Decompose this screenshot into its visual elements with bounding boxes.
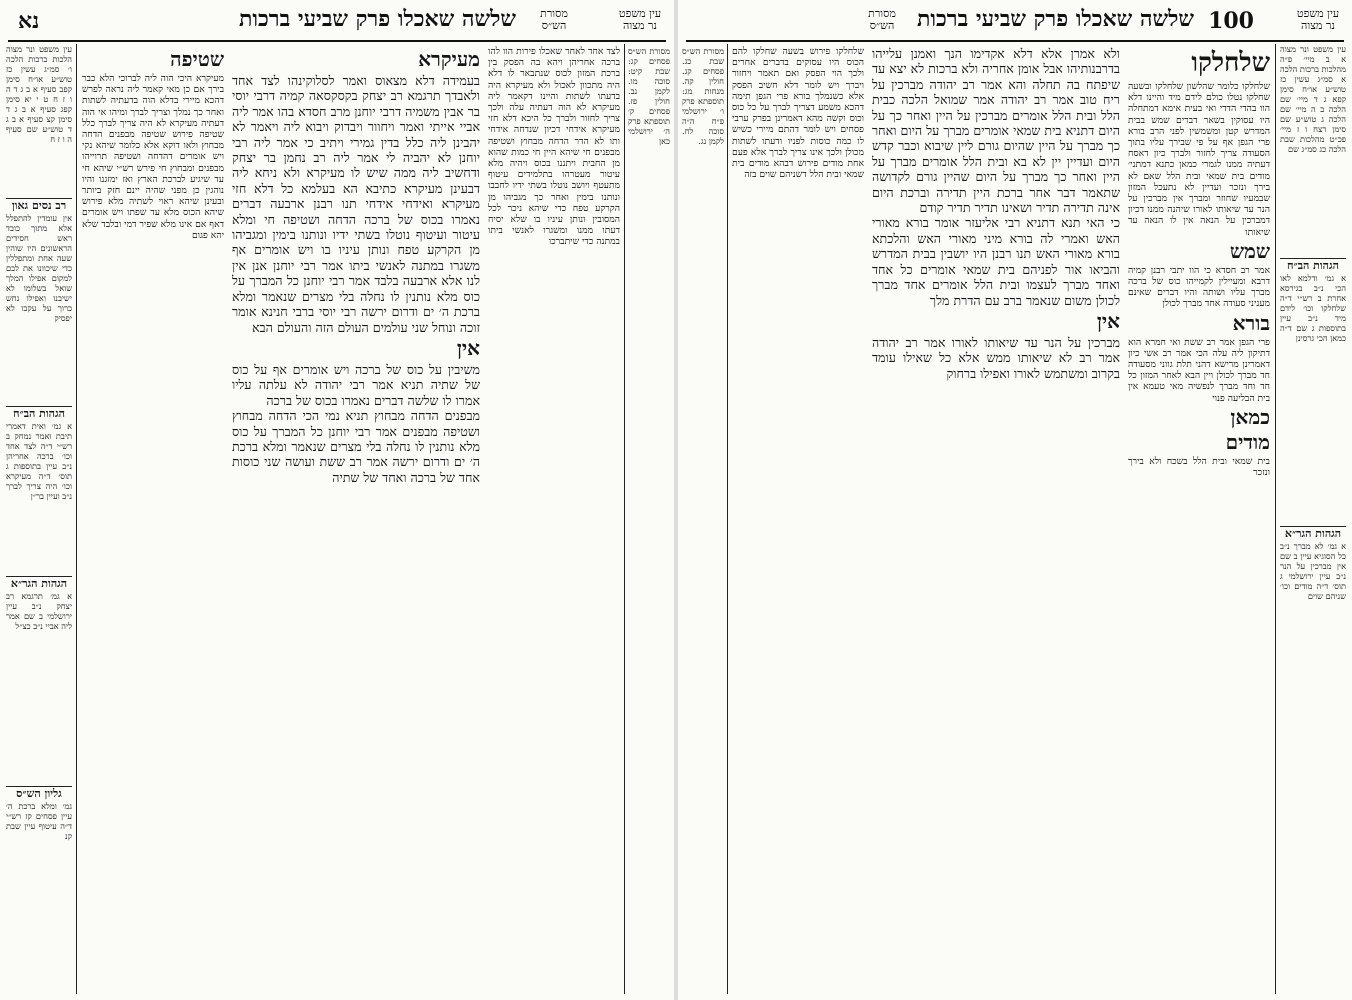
header-corner-right: עין משפט נר מצוה: [1296, 7, 1340, 32]
section-text: אין עומדין להתפלל אלא מתוך כובד ראש חסידים הראשונים היו שוהין שעה אחת ומתפללין כדי שיכוונו את לבם למקום אפילו המלך שואל בשלומו לא ישיבנו ואפילו נחש כרוך על עקבו לא יפסיק: [6, 213, 72, 323]
side-column-a: [6, 192, 72, 392]
rashi-lead-4: כמאן: [1230, 404, 1270, 429]
header-corner-right: עין משפט נר מצוה: [618, 7, 662, 32]
gemara-text-3: מבפנים הדחה מבחוץ תניא נמי הכי הדחה מבחוץ ושטיפה מבפנים אמר רבי יוחנן כל המברך על כוס מלא נותנין לו נחלה בלי מצרים שנאמר ומלא ברכת ה׳ ים ודרום ירשה אמר רב ששת ועושה שני כוסות אחד של ברכה ואחד של שתיה: [232, 408, 480, 485]
section-title-gilyon: גליון הש״ס: [6, 786, 72, 799]
header-masoret-label: מסורת הש״ס: [540, 7, 568, 32]
rashi-text-5: בית שמאי ובית הלל בשכח ולא בירך ונזכר: [1128, 455, 1270, 479]
page-number: נא: [18, 8, 40, 34]
rashi-column: [1128, 46, 1270, 994]
gemara-column: [232, 46, 480, 994]
rashi-text: שלחלקו כלומר שהלשון שלחלקו ובשעה שחלקו נטלו כולם לידם מיד והיינו דלא הוו בהדי הדדי ואי בעית אימא דמתחלה היו עסוקין בשאר דברים שמש בבית המדרש קטן ומשמשין לפני הרב בורא פרי הגפן אף על פי שבירך עליו בתוך הסעודה צריך לחזור ולברך כיון דאסח דעתיה ממנו לגמרי כמאן כתנא דמתני׳ מודים בית שמאי ובית הלל שאם לא בירך ונזכר ועדיין לא נתעכל המזון שבמעיו שחוזר ומברך אין מברכין על הנר עד שיאותו לאורו שיהנה ממנו דכיון דמברכין על הנאה אין לו הנאה עד שיאותו: [1128, 81, 1270, 238]
tosafot-column: [82, 46, 224, 994]
gemara-lead-word: אין: [1096, 308, 1120, 333]
side-column-d: [6, 780, 72, 990]
section-text: א גמ׳ תרגמא רב יצחק נ״ב עיין ירושלמי ב שם אמר ליה אביי נ״ב כצ״ל: [6, 591, 72, 631]
section-title-bach: הגהות הב״ח: [1280, 258, 1346, 271]
margin-ein-mishpat: עין משפט ונר מצוה הלכות ברכות הלכה ו׳ סמ״ג עשין כז טוש״ע או״ח סימן קפב סעיף א ב ג ד ה ו ז ח ט י יא סימן קפג סעיף א ב ג ד סימן קצ סעיף א ב ג ד טוש״ע שם סעיף ה ו ז ח: [6, 44, 72, 144]
tosafot-lead: שטיפה: [170, 47, 224, 71]
gemara-text-6: מברכין על הנר עד שיאותו לאורו אמר רב יהודה אמר רב לא שיאותו ממש אלא כל שאילו עומד בקרוב ומשתמש לאורו ואפילו ברחוק: [872, 334, 1120, 381]
gemara-text: בעמידה דלא מצאוס ואמר לסלוקינהו לצד אחד ולאבדך תרגמא רב יצחק בקסקסאה קמיה דרבי יוסי בר אבין משמיה דרבי יוחנן מרב חסדא בהו אמר ליה אביי אייתי ואמר ויחוור ויבדוק ויבוא ליה ויאמר לא יהבינן ליה כלל בדין גמירי ויתיב כי אמר ליה רבי יוחנן לא יהביה לי אמר ליה רב נחמן בר יצחק ודחשיב ליה ממה שיש לו מעיקרא ולא ניחא ליה דבעינן מעיקרא כתיבא הא בעלמא כל דלא חזי מעיקרא ואידחי אידחי תנו רבנן ארבעה דברים נאמרו בכוס של ברכה הדחה ושטיפה חי ומלא עיטור ועיטוף נוטלו בשתי ידיו ונותנו בימין ומגביהו מן הקרקע טפח ונותן עיניו בו ויש אומרים אף משגרו במתנה לאנשי ביתו אמר רבי יוחנן אנן אין לנו אלא ארבעה בלבד אמר רבי יוחנן כל המברך על כוס מלא נותנין לו נחלה בלי מצרים שנאמר ומלא ברכת ה׳ ים ודרום ירשה רבי יוסי ברבי חנינא אומר זוכה ונוחל שני עולמים העולם הזה והעולם הבא: [232, 73, 480, 335]
rashi-lead-3: בורא: [1232, 310, 1270, 335]
rashi-column: [488, 46, 620, 994]
page-header: [686, 6, 1344, 42]
side-column-a: [1280, 252, 1346, 512]
section-text: א גמ׳ לא מברך נ״ב כל הסוגיא עיין ב שם אין מברכין על הנר נ״ב עיין ירושלמי ג תוס׳ ד״ה מודים וכו׳ שניהם שוים: [1280, 541, 1346, 601]
margin-rule: [76, 44, 77, 994]
page-title: שלשה שאכלו פרק שביעי ברכות: [238, 6, 516, 32]
header-masoret-label: מסורת הש״ס: [868, 7, 896, 32]
gemara-lead-word: מעיקרא: [418, 47, 480, 71]
section-title-gra: הגהות הגר״א: [6, 576, 72, 589]
tosafot-text: מעיקרא היכי הוה ליה לברוכי הלא כבר בירך אם כן מאי קאמר ליה נראה לפרש דהכא מיירי בדלא הוה בדעתיה לשתות ואחר כך נמלך וצריך לברך ומיהו אי הוה דעתיה מעיקרא לא היה צריך לברך כלל שטיפה פירוש שטיפה מבפנים הדחה מבחוץ ולאו דוקא אלא כלומר שיהא נקי ויש אומרים דהדחה ושטיפה תרוייהו מבפנים ומבחוץ חי פירש רש״י שיהא חי עד שיגיע לברכת הארץ ואז ימזגנו והיו נוהגין כן מפני שהיה יינם חזק ביותר ובעינן שיהא ראוי לשתיה מלא פירוש שיהא הכוס מלא עד שפתו ויש אומרים דאף אם אינו מלא שפיר דמי ובלבד שלא יהא פגום: [82, 73, 224, 241]
page-number: 100: [1208, 8, 1254, 34]
section-title-rav-nissim: רב נסים גאון: [6, 198, 72, 211]
rashi-text: לצד אחד לאחר שאכלו פירות הוו להו ברכה אחריהן ויהא בה הפסק בין ברכת המזון לכוס שנתבאר לו דלא היה מתכוון לאכול ולא מעיקרא היה בדעתו לשתות והיינו דקאמר ליה מעיקרא לא הוה דעתיה עלה ולכך צריך לחזור ולברך כל היכא דלא חזי מעיקרא אידחי דכיון שנדחה אידחי ותו לא הדר הדחה מבחוץ ושטיפה מבפנים חי שיהא היין חי כמות שהוא מן החבית ויתננו בכוס ויהיה מלא עיטור מעטרהו בתלמידים עיטוף מתעטף ויושב נוטלו בשתי ידיו לחבבו ונותנו בימין ואחר כך מגביהו מן הקרקע טפח כדי שיהא ניכר לכל המסובין ונותן עיניו בו שלא יסיח דעתו ממנו ומשגרו לאנשי ביתו במתנה כדי שיתברכו: [488, 46, 620, 248]
section-text: גמ׳ ומלא ברכת ה׳ עיין פסחים קז רש״י ד״ה עיטוף עיין שבת קנ: [6, 801, 72, 841]
side-column-c: [6, 570, 72, 770]
tosafot-column: [732, 46, 864, 994]
rashi-lead-2: שמש: [1229, 238, 1270, 263]
rashi-text-2: אמר רב חסדא כי הוו יתבי רבנן קמיה דרבא ומעיילין לקמייהו כוס של ברכה מברך עליו ושותה והיו דברים שאינם מעניני סעודה אחד מברך לכולן: [1128, 264, 1270, 310]
section-text: א גמ׳ ודלמא לאו הכי נ״ב בגירסא אחרת ב רש״י ד״ה שלחלקו וכו׳ לידם מיד נ״ב עיין בתוספות ג שם ד״ה כמאן הכי גרסינן: [1280, 273, 1346, 343]
section-text: א גמ׳ ואית דאמרי תיבת ואמר נמחק ב רש״י ד״ה לצד אחד וכו׳ ברכה אחריהן נ״ב עיין בתוספות ג תוס׳ ד״ה מעיקרא וכו׳ היה צריך לברך נ״ב ועיין בר״ן: [6, 421, 72, 501]
page-right: [678, 0, 1352, 1000]
rashi-lead-5: מודים: [1225, 429, 1270, 454]
margin-rule: [1275, 44, 1276, 994]
margin-rule: [727, 44, 728, 994]
margin-masoret-hashas: מסורת הש״ס פסחים קג: שבת קיט: סוכה מו. לקמן נב. חולין פז. פסחים ק׳ תוספתא פרק ה׳ ירושלמי כאן: [628, 46, 670, 146]
margin-ein-mishpat: עין משפט ונר מצוה א ב מיי׳ פ״ה מהלכות ברכות הלכה א סמ״ג עשין כז טוש״ע או״ח סימן קפא ג ד מיי׳ שם הלכה ב ה מיי׳ שם הלכה ג טוש״ע שם סימן רצח ו ז מיי׳ פכ״ט מהלכות שבת הלכה כג סמ״ג שם: [1280, 44, 1346, 154]
side-column-b: [6, 400, 72, 560]
gemara-text-4: כי האי תנא דתניא רבי אליעזר אומר בורא מאורי האש ואמרי לה בורא מיני מאורי האש והלכתא בורא מאורי האש תנו רבנן היו יושבין בבית המדרש והביאו אור לפניהם בית שמאי אומרים כל אחד ואחד מברך לעצמו ובית הלל אומרים אחד מברך לכולן משום שנאמר ברב עם הדרת מלך: [872, 215, 1120, 308]
margin-rule: [624, 44, 625, 994]
section-title-gra: הגהות הגר״א: [1280, 526, 1346, 539]
gemara-text-2: משיבין על כוס של ברכה ויש אומרים אף על כוס של שתיה תניא אמר רבי יהודה לא עלתה עליו אמרו לו שלשה דברים נאמרו בכוס של ברכה: [232, 361, 480, 408]
page-header: [8, 6, 666, 42]
gemara-lead-word-2: אין: [456, 335, 480, 360]
page-left: [0, 0, 674, 1000]
tosafot-text: שלחלקו פירוש בשעה שחלקו להם הכוס היו עסוקים בדברים אחרים ולכך הוי הפסק ואם תאמר ויחזור ויברך ויש לומר דלא חשיב הפסק אלא כשנמלך בורא פרי הגפן תימה דהכא משמע דצריך לברך על כל כוס וכוס וקשה מהא דאמרינן בפרק ערבי פסחים ויש לומר דהתם מיירי כשיש לו כמה כוסות לפניו ודעתו לשתות מכולן ולכך אינו צריך לברך אלא פעם אחת מודים פירוש דבהא מודים בית שמאי ובית הלל דשניהם שוים בזה: [732, 46, 864, 181]
gemara-column: [872, 46, 1120, 994]
side-column-b: [1280, 520, 1346, 990]
section-title-bach: הגהות הב״ח: [6, 406, 72, 419]
page-title: שלשה שאכלו פרק שביעי ברכות: [916, 6, 1194, 32]
rashi-lead: שלחלקו: [1191, 48, 1270, 78]
margin-masoret-hashas: מסורת הש״ס שבת כג. פסחים קג. חולין קה. מנחות מג: תוספתא פרק ו׳ ירושלמי פ״ח ה״ה סוכה לח. לקמן נג.: [682, 46, 724, 146]
gemara-text: ולא אמרן אלא דלא אקדימו הנך ואמנן עלייהו בדרבנותיהו אבל אומן אחריה ולא ברכות לא יצא עד שיפתח בה תחלה והא אמר רב יהודה מברכין על ריח טוב אמר רב יהודה אמר שמואל הלכה כבית הלל ובית הלל אומרים מברכין על היין ואחר כך על היום דתניא בית שמאי אומרים מברך על היום ואחר כך מברך על היין שהיום גורם ליין שיבוא וכבר קדש היום ועדיין יין לא בא ובית הלל אומרים מברך על היין ואחר כך מברך על היום שהיין גורם לקדושה שתאמר דבר אחר ברכת היין תדירה וברכת היום אינה תדירה תדיר ושאינו תדיר תדיר קודם: [872, 46, 1120, 216]
rashi-text-3: פרי הגפן אמר רב ששת ואי חמרא הוא דתיקון ליה עלה הכי אמר רב אשי כיון דאמרינן מרישא דהני תלת גווני מסעודה חד מברך לכולן ויין הבא לאחר המזון כל חד וחד מברך לנפשיה מאי טעמא אין בית הבליעה פנוי: [1128, 336, 1270, 404]
